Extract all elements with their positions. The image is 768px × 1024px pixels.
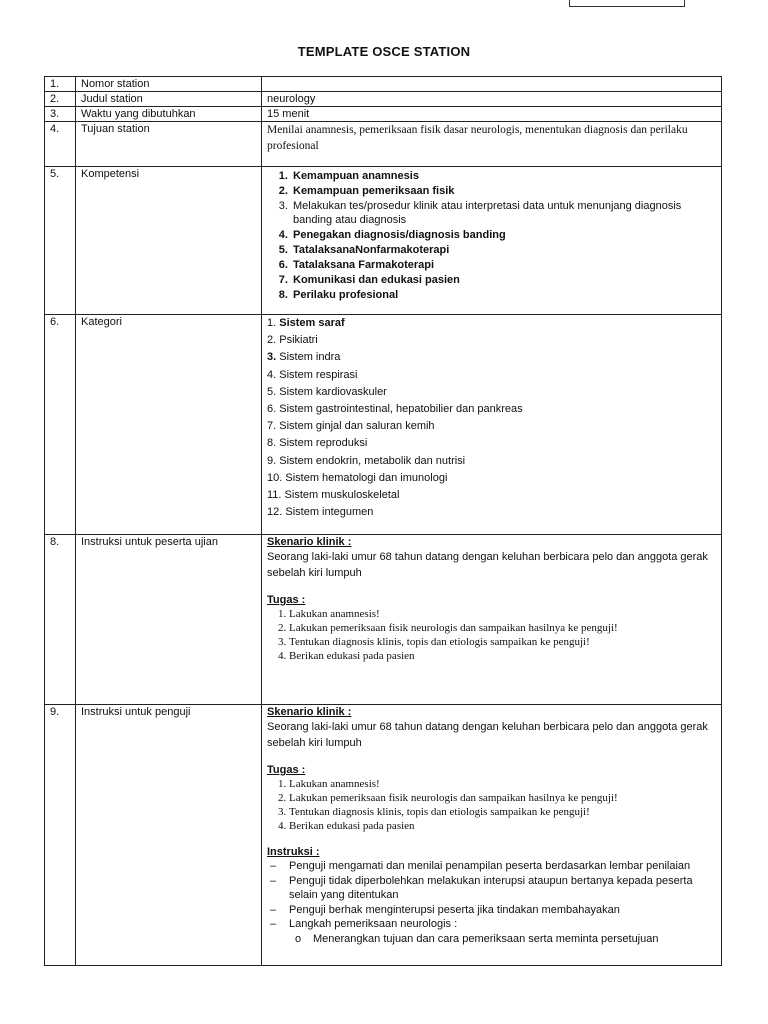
list-item: 2. Kemampuan pemeriksaan fisik [291, 184, 716, 198]
category-cell [262, 315, 722, 535]
row-label: Instruksi untuk penguji [76, 705, 262, 966]
list-item: 2. Lakukan pemeriksaan fisik neurologis dan sampaikan hasilnya ke penguji! [289, 791, 716, 805]
dash-bullet: – [270, 860, 277, 872]
dash-bullet: – [270, 903, 277, 916]
list-item: 5. TatalaksanaNonfarmakoterapi [291, 243, 716, 257]
list-item: 2. Psikiatri [267, 334, 318, 347]
row-label: Kompetensi [76, 167, 262, 315]
list-item: 4. Penegakan diagnosis/diagnosis banding [291, 228, 716, 242]
instruksi-list [267, 859, 716, 932]
list-item: 11. Sistem muskuloskeletal [267, 488, 400, 501]
list-item: – Penguji mengamati dan menilai penampilan peserta berdasarkan lembar penilaian [270, 860, 691, 872]
competency-cell [262, 167, 722, 315]
row-label: Kategori [76, 315, 262, 535]
competency-list [267, 169, 716, 302]
list-item: 3. Melakukan tes/prosedur klinik atau interpretasi data untuk menunjang diagnosis banding atau diagnosis [291, 199, 716, 227]
list-item: – Penguji berhak menginterupsi peserta jika tindakan membahayakan [270, 903, 620, 916]
row-instruksi-penguji [45, 705, 722, 966]
row-label: Instruksi untuk peserta ujian [76, 535, 262, 705]
row-number: 5. [45, 167, 76, 315]
row-number: 4. [45, 122, 76, 167]
row-number: 6. [45, 315, 76, 535]
row-value [262, 77, 722, 92]
list-item: 4. Sistem respirasi [267, 368, 358, 381]
header-box [569, 0, 685, 7]
list-item: 4. Berikan edukasi pada pasien [289, 649, 716, 663]
row-value: Menilai anamnesis, pemeriksaan fisik dasar neurologis, menentukan diagnosis dan perilaku profesional [262, 122, 722, 167]
dash-bullet: – [270, 874, 277, 887]
list-item: 7. Komunikasi dan edukasi pasien [291, 273, 716, 287]
skenario-text: Seorang laki-laki umur 68 tahun datang dengan keluhan berbicara pelo dan anggota gerak sebelah kiri lumpuh [267, 721, 708, 749]
tugas-heading: Tugas : [267, 594, 306, 606]
row-judul-station [45, 92, 722, 107]
row-number: 2. [45, 92, 76, 107]
instruction-cell [262, 535, 722, 705]
list-item: 1. Lakukan anamnesis! [289, 607, 716, 621]
list-item: 3. Tentukan diagnosis klinis, topis dan etiologis sampaikan ke penguji! [289, 635, 716, 649]
list-item: 9. Sistem endokrin, metabolik dan nutrisi [267, 454, 466, 467]
row-number: 9. [45, 705, 76, 966]
row-kompetensi [45, 167, 722, 315]
list-item: 8. Sistem reproduksi [267, 437, 368, 450]
skenario-text: Seorang laki-laki umur 68 tahun datang dengan keluhan berbicara pelo dan anggota gerak sebelah kiri lumpuh [267, 551, 708, 579]
sub-instruksi-list [267, 932, 716, 946]
row-tujuan-station [45, 122, 722, 167]
list-item: 1. Kemampuan anamnesis [291, 169, 716, 183]
list-item: 3. Tentukan diagnosis klinis, topis dan etiologis sampaikan ke penguji! [289, 805, 716, 819]
row-nomor-station [45, 77, 722, 92]
instruksi-heading: Instruksi : [267, 846, 320, 858]
list-item: 5. Sistem kardiovaskuler [267, 385, 387, 398]
list-item: – Langkah pemeriksaan neurologis : [270, 918, 458, 930]
row-label: Nomor station [76, 77, 262, 92]
list-item: 2. Lakukan pemeriksaan fisik neurologis dan sampaikan hasilnya ke penguji! [289, 621, 716, 635]
list-item: 10. Sistem hematologi dan imunologi [267, 471, 448, 484]
tugas-list [267, 607, 716, 663]
dash-bullet: – [270, 918, 277, 930]
row-number: 8. [45, 535, 76, 705]
list-item: 1. Lakukan anamnesis! [289, 777, 716, 791]
skenario-heading: Skenario klinik : [267, 536, 352, 548]
list-item: 7. Sistem ginjal dan saluran kemih [267, 420, 435, 433]
row-instruksi-peserta [45, 535, 722, 705]
list-item: 4. Berikan edukasi pada pasien [289, 819, 716, 833]
list-item: 3. Sistem indra [267, 351, 341, 364]
circle-bullet: o [295, 932, 302, 945]
row-label: Tujuan station [76, 122, 262, 167]
row-value: neurology [262, 92, 722, 107]
list-item: – Penguji tidak diperbolehkan melakukan interupsi ataupun bertanya kepada peserta selain yang ditentukan [270, 874, 693, 901]
row-waktu [45, 107, 722, 122]
list-item: 6. Sistem gastrointestinal, hepatobilier dan pankreas [267, 402, 523, 415]
tugas-heading: Tugas : [267, 764, 306, 776]
list-item: 12. Sistem integumen [267, 506, 374, 519]
osce-table [44, 76, 722, 966]
list-item: 1. Sistem saraf [267, 317, 345, 329]
row-number: 3. [45, 107, 76, 122]
category-list [267, 315, 716, 521]
list-item: 6. Tatalaksana Farmakoterapi [291, 258, 716, 272]
page-title: TEMPLATE OSCE STATION [297, 44, 471, 59]
row-label: Judul station [76, 92, 262, 107]
tugas-list [267, 777, 716, 833]
row-label: Waktu yang dibutuhkan [76, 107, 262, 122]
row-number: 1. [45, 77, 76, 92]
list-item: o Menerangkan tujuan dan cara pemeriksaan serta meminta persetujuan [295, 932, 659, 945]
skenario-heading: Skenario klinik : [267, 706, 352, 718]
list-item: 8. Perilaku profesional [291, 288, 716, 302]
instruction-cell [262, 705, 722, 966]
row-kategori [45, 315, 722, 535]
row-value: 15 menit [262, 107, 722, 122]
